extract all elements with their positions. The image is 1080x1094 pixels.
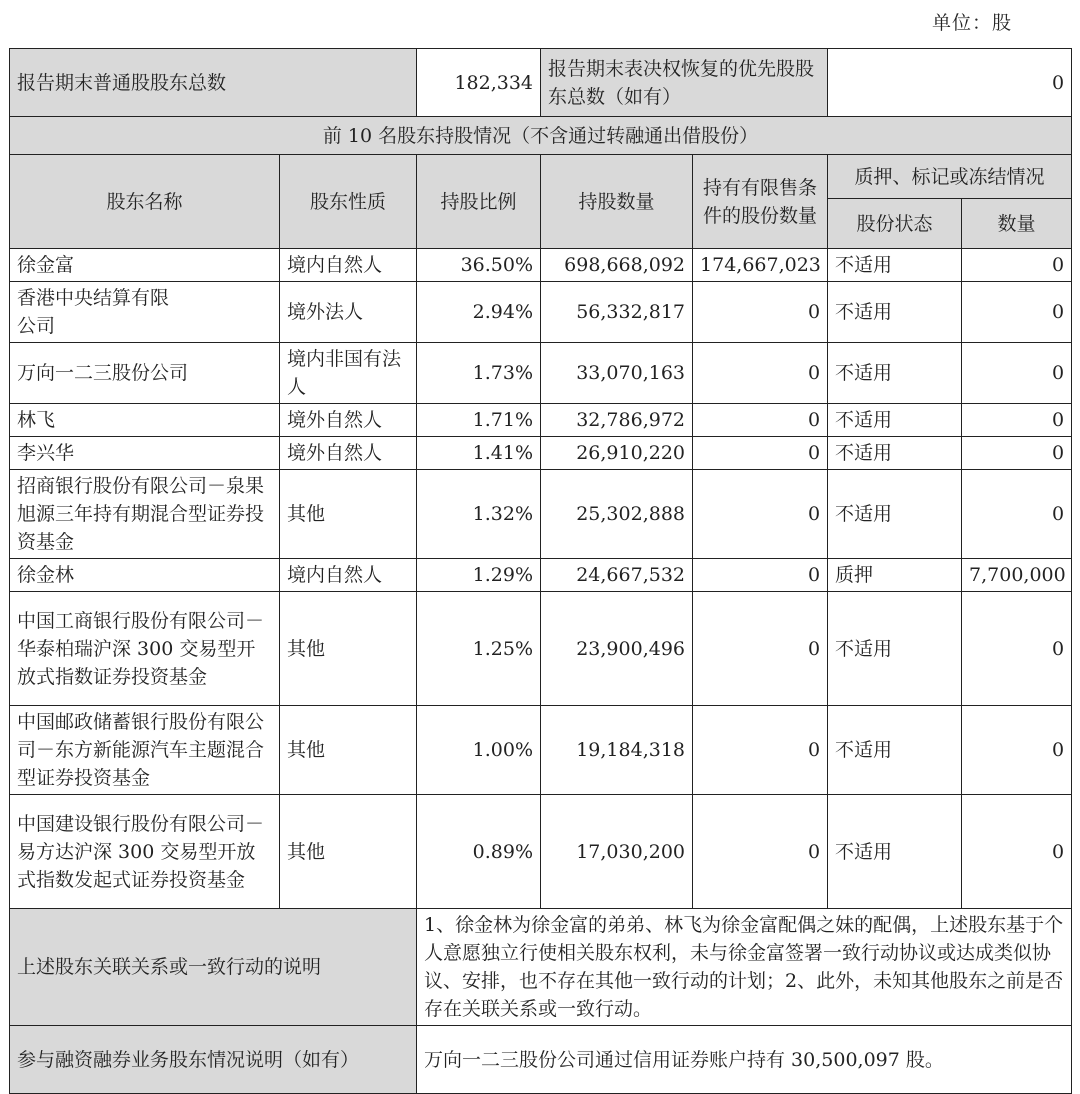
- table-row: [10, 706, 1072, 795]
- table-row: [10, 559, 1072, 592]
- holder-restricted: 0: [693, 559, 828, 592]
- holder-quantity: 0: [962, 404, 1072, 437]
- holder-shares: 56,332,817: [541, 282, 693, 343]
- holder-ratio: 2.94%: [417, 282, 541, 343]
- table-row: [10, 249, 1072, 282]
- header-shares: 持股数量: [541, 155, 693, 249]
- header-nature: 股东性质: [280, 155, 417, 249]
- holder-nature: 境外自然人: [280, 437, 417, 470]
- holder-name: 林飞: [10, 404, 280, 437]
- related-row: [10, 909, 1072, 1026]
- holder-restricted: 0: [693, 282, 828, 343]
- table-row: [10, 795, 1072, 909]
- holder-status: 质押: [828, 559, 962, 592]
- margin-row: [10, 1026, 1072, 1094]
- table-row: [10, 437, 1072, 470]
- shareholder-table: [9, 48, 1072, 1094]
- holder-status: 不适用: [828, 470, 962, 559]
- related-label: 上述股东关联关系或一致行动的说明: [10, 909, 417, 1026]
- holder-nature: 境外自然人: [280, 404, 417, 437]
- header-row-1: [10, 155, 1072, 199]
- holder-status: 不适用: [828, 795, 962, 909]
- holder-ratio: 1.25%: [417, 592, 541, 706]
- holder-shares: 698,668,092: [541, 249, 693, 282]
- holder-shares: 24,667,532: [541, 559, 693, 592]
- holder-nature: 其他: [280, 706, 417, 795]
- total-holders-label: 报告期末普通股股东总数: [10, 49, 417, 117]
- holder-quantity: 0: [962, 706, 1072, 795]
- holder-ratio: 1.73%: [417, 343, 541, 404]
- pref-holders-label: 报告期末表决权恢复的优先股股东总数（如有）: [541, 49, 828, 117]
- holder-restricted: 0: [693, 706, 828, 795]
- header-pledge-group: 质押、标记或冻结情况: [828, 155, 1072, 199]
- section-title: 前 10 名股东持股情况（不含通过转融通出借股份）: [10, 117, 1072, 155]
- holder-ratio: 1.29%: [417, 559, 541, 592]
- holder-status: 不适用: [828, 282, 962, 343]
- holder-quantity: 0: [962, 282, 1072, 343]
- total-holders-value: 182,334: [417, 49, 541, 117]
- holder-nature: 境内非国有法人: [280, 343, 417, 404]
- header-name: 股东名称: [10, 155, 280, 249]
- header-restricted: 持有有限售条件的股份数量: [693, 155, 828, 249]
- holder-restricted: 0: [693, 795, 828, 909]
- holder-ratio: 0.89%: [417, 795, 541, 909]
- pref-holders-value: 0: [828, 49, 1072, 117]
- holder-name: 万向一二三股份公司: [10, 343, 280, 404]
- holder-ratio: 1.71%: [417, 404, 541, 437]
- holder-status: 不适用: [828, 437, 962, 470]
- table-row: [10, 282, 1072, 343]
- holder-quantity: 0: [962, 592, 1072, 706]
- table-row: [10, 592, 1072, 706]
- holder-shares: 26,910,220: [541, 437, 693, 470]
- section-title-row: [10, 117, 1072, 155]
- holder-name: 徐金富: [10, 249, 280, 282]
- holder-name: 中国建设银行股份有限公司－易方达沪深 300 交易型开放式指数发起式证券投资基金: [10, 795, 280, 909]
- holder-nature: 境内自然人: [280, 249, 417, 282]
- holder-shares: 25,302,888: [541, 470, 693, 559]
- holder-name: 徐金林: [10, 559, 280, 592]
- holder-status: 不适用: [828, 404, 962, 437]
- holder-status: 不适用: [828, 592, 962, 706]
- holder-name: 中国邮政储蓄银行股份有限公司－东方新能源汽车主题混合型证券投资基金: [10, 706, 280, 795]
- holder-ratio: 36.50%: [417, 249, 541, 282]
- header-quantity: 数量: [962, 199, 1072, 249]
- holder-quantity: 0: [962, 249, 1072, 282]
- header-status: 股份状态: [828, 199, 962, 249]
- holder-shares: 32,786,972: [541, 404, 693, 437]
- holder-restricted: 0: [693, 592, 828, 706]
- holder-status: 不适用: [828, 706, 962, 795]
- holder-restricted: 0: [693, 343, 828, 404]
- holder-nature: 其他: [280, 795, 417, 909]
- holder-restricted: 0: [693, 404, 828, 437]
- margin-label: 参与融资融券业务股东情况说明（如有）: [10, 1026, 417, 1094]
- holder-status: 不适用: [828, 249, 962, 282]
- holder-shares: 33,070,163: [541, 343, 693, 404]
- margin-text: 万向一二三股份公司通过信用证券账户持有 30,500,097 股。: [417, 1026, 1072, 1094]
- holder-restricted: 174,667,023: [693, 249, 828, 282]
- holder-restricted: 0: [693, 437, 828, 470]
- holder-restricted: 0: [693, 470, 828, 559]
- holder-quantity: 0: [962, 470, 1072, 559]
- holder-nature: 境内自然人: [280, 559, 417, 592]
- holder-nature: 其他: [280, 470, 417, 559]
- holder-nature: 境外法人: [280, 282, 417, 343]
- table-row: [10, 404, 1072, 437]
- related-text: 1、徐金林为徐金富的弟弟、林飞为徐金富配偶之妹的配偶，上述股东基于个人意愿独立行使相关股东权利，未与徐金富签署一致行动协议或达成类似协议、安排，也不存在其他一致行动的计划；2、此外，未知其他股东之前是否存在关联关系或一致行动。: [417, 909, 1072, 1026]
- summary-row: [10, 49, 1072, 117]
- holder-shares: 19,184,318: [541, 706, 693, 795]
- holder-quantity: 0: [962, 795, 1072, 909]
- holder-name: 李兴华: [10, 437, 280, 470]
- holder-ratio: 1.41%: [417, 437, 541, 470]
- holder-quantity: 0: [962, 343, 1072, 404]
- holder-status: 不适用: [828, 343, 962, 404]
- holder-shares: 17,030,200: [541, 795, 693, 909]
- holder-quantity: 0: [962, 437, 1072, 470]
- unit-label: 单位：股: [932, 12, 1013, 34]
- holder-ratio: 1.00%: [417, 706, 541, 795]
- table-row: [10, 470, 1072, 559]
- holder-name: 香港中央结算有限公司: [10, 282, 280, 343]
- holder-shares: 23,900,496: [541, 592, 693, 706]
- holder-ratio: 1.32%: [417, 470, 541, 559]
- table-row: [10, 343, 1072, 404]
- holder-quantity: 7,700,000: [962, 559, 1072, 592]
- header-ratio: 持股比例: [417, 155, 541, 249]
- holder-name: 招商银行股份有限公司－泉果旭源三年持有期混合型证券投资基金: [10, 470, 280, 559]
- holder-name: 中国工商银行股份有限公司－华泰柏瑞沪深 300 交易型开放式指数证券投资基金: [10, 592, 280, 706]
- holder-nature: 其他: [280, 592, 417, 706]
